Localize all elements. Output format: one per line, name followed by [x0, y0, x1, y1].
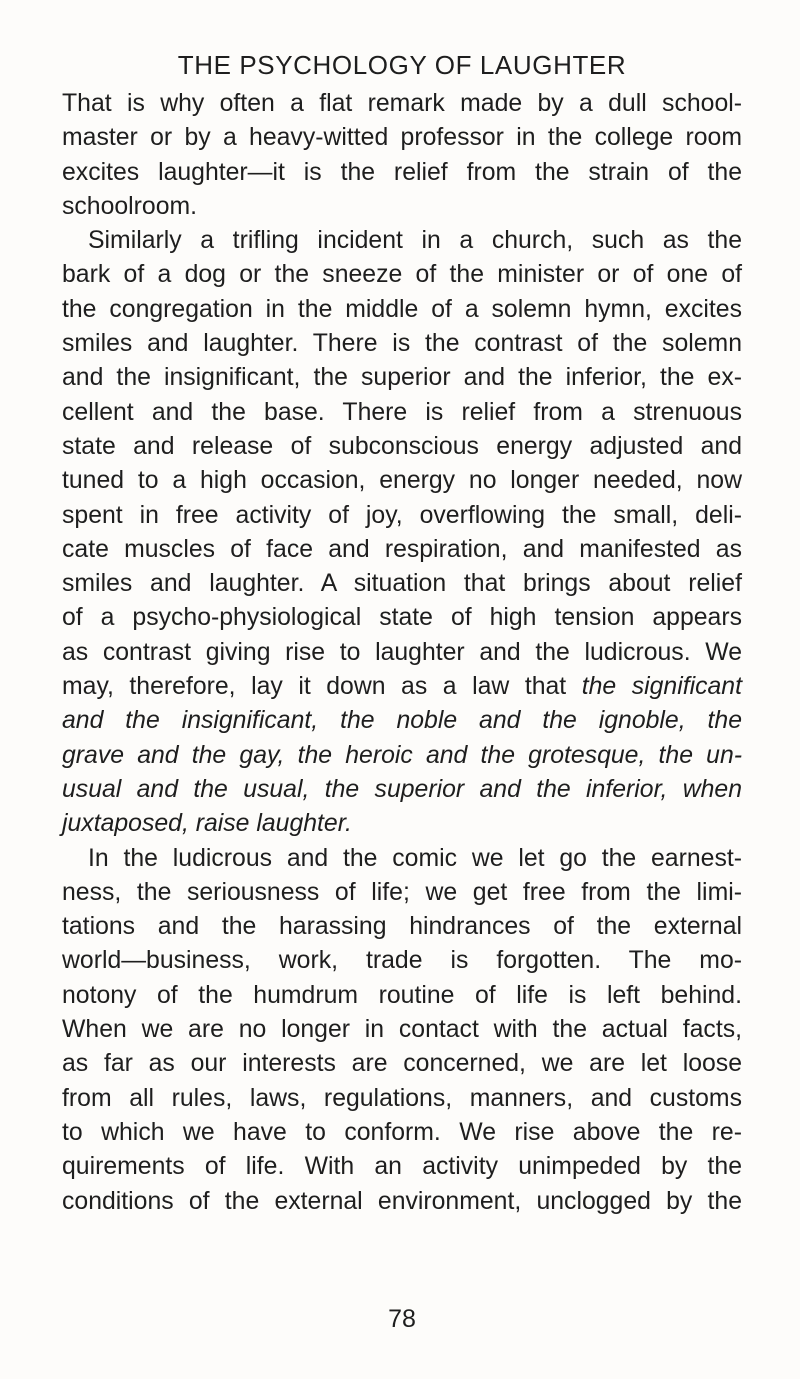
- text-line: cellent and the base. There is relief from a strenuous: [62, 398, 742, 426]
- text-line: cate muscles of face and respiration, and manifested as: [62, 535, 742, 563]
- text-line: conditions of the external environment, unclogged by the: [62, 1187, 742, 1215]
- emphasis-line: usual and the usual, the superior and the inferior, when: [62, 775, 742, 803]
- text-line: world—business, work, trade is forgotten. The mo-: [62, 947, 742, 975]
- text-span: may, therefore, lay it down as a law that: [62, 673, 567, 701]
- text-line: as far as our interests are concerned, we are let loose: [62, 1050, 742, 1078]
- text-line: master or by a heavy-witted professor in the college room: [62, 124, 742, 152]
- emphasis-text: the significant: [581, 673, 742, 701]
- body-text: [62, 87, 742, 1219]
- text-line: excites laughter—it is the relief from the strain of the: [62, 158, 742, 186]
- emphasis-line: juxtaposed, raise laughter.: [62, 810, 352, 838]
- text-line: In the ludicrous and the comic we let go the earnest-: [88, 844, 742, 872]
- text-line: tuned to a high occasion, energy no longer needed, now: [62, 467, 742, 495]
- text-line: When we are no longer in contact with the actual facts,: [62, 1016, 742, 1044]
- text-line: from all rules, laws, regulations, manners, and customs: [62, 1084, 742, 1112]
- emphasis-line: and the insignificant, the noble and the ignoble, the: [62, 707, 742, 735]
- text-line: to which we have to conform. We rise above the re-: [62, 1118, 742, 1146]
- text-line: That is why often a flat remark made by a dull school-: [62, 90, 742, 117]
- text-line-mixed: [62, 670, 742, 704]
- text-line: smiles and laughter. There is the contrast of the solemn: [62, 330, 742, 358]
- text-line: Similarly a trifling incident in a church, such as the: [88, 227, 742, 255]
- text-line: smiles and laughter. A situation that brings about relief: [62, 570, 742, 598]
- text-line: and the insignificant, the superior and the inferior, the ex-: [62, 364, 742, 392]
- text-line: state and release of subconscious energy adjusted and: [62, 432, 742, 460]
- text-line: bark of a dog or the sneeze of the minister or of one of: [62, 261, 742, 289]
- text-line: as contrast giving rise to laughter and the ludicrous. We: [62, 638, 742, 666]
- running-head: THE PSYCHOLOGY OF LAUGHTER: [177, 50, 627, 80]
- text-line: notony of the humdrum routine of life is left behind.: [62, 981, 742, 1009]
- text-line: schoolroom.: [62, 192, 198, 220]
- text-line: tations and the harassing hindrances of the external: [62, 913, 742, 941]
- page-number: 78: [388, 1305, 416, 1333]
- text-line: spent in free activity of joy, overflowing the small, deli-: [62, 501, 742, 529]
- text-line: of a psycho-physiological state of high tension appears: [62, 604, 742, 632]
- text-line: the congregation in the middle of a solemn hymn, excites: [62, 295, 742, 323]
- emphasis-line: grave and the gay, the heroic and the grotesque, the un-: [62, 741, 742, 769]
- text-line: ness, the seriousness of life; we get free from the limi-: [62, 878, 742, 906]
- text-line: quirements of life. With an activity unimpeded by the: [62, 1153, 742, 1181]
